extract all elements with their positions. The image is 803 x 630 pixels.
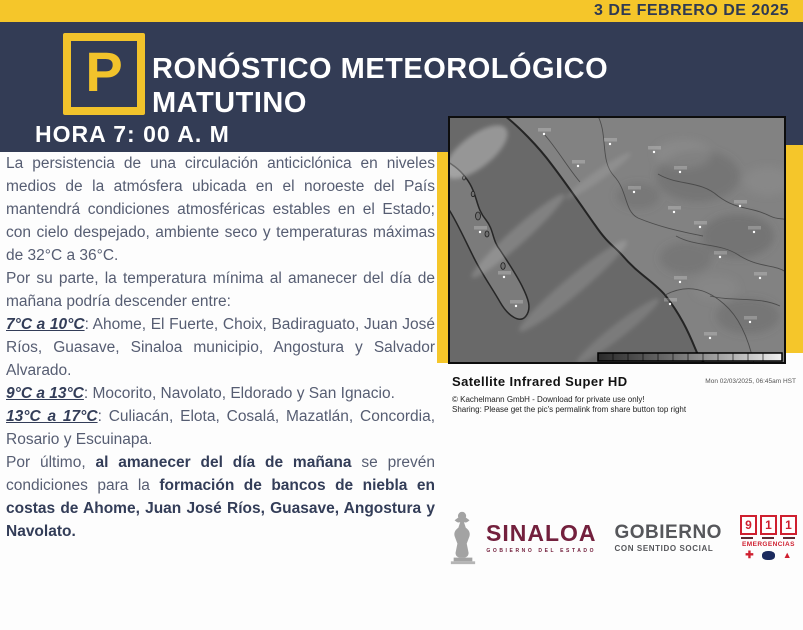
emergencias-icons — [745, 551, 791, 561]
emergencias-underlines — [741, 537, 795, 539]
gobierno-subtitle: CON SENTIDO SOCIAL — [614, 543, 714, 553]
emergencias-digits — [740, 515, 797, 535]
forecast-paragraph: 13°C a 17°C: Culiacán, Elota, Cosalá, Mazatlán, Concordia, Rosario y Escuinapa. — [6, 408, 436, 448]
sinaloa-crest-icon — [449, 509, 477, 567]
date-banner — [0, 0, 803, 22]
p-logo-icon — [63, 33, 145, 115]
emergencias-digit: 1 — [760, 515, 777, 535]
forecast-hour: HORA 7: 00 A. M — [35, 121, 230, 147]
yellow-strip-right — [786, 145, 803, 353]
title-line-2: MATUTINO — [152, 87, 307, 119]
page-title — [152, 52, 608, 120]
emergencias-digit: 9 — [740, 515, 757, 535]
forecast-paragraph: Por su parte, la temperatura mínima al amanecer del día de mañana podría descender entre: — [6, 270, 435, 310]
forecast-text — [6, 152, 435, 543]
copyright-line-1: © Kachelmann GmbH - Download for private use only! — [452, 395, 645, 404]
sinaloa-name: SINALOA — [486, 519, 597, 546]
forecast-paragraph: Por último, al amanecer del día de mañana se prevén condiciones para la formación de bancos de niebla en costas de Ahome, Juan José Ríos, Guasave, Angostura y Navolato. — [6, 454, 435, 540]
red-cross-icon: ✚ — [745, 549, 754, 561]
gobierno-wordmark — [615, 523, 722, 553]
copyright-line-2: Sharing: Please get the pic's permalink from share button top right — [452, 405, 687, 414]
sinaloa-wordmark — [486, 519, 597, 554]
forecast-paragraph: 7°C a 10°C: Ahome, El Fuerte, Choix, Badiraguato, Juan José Ríos, Guasave, Sinaloa municipio, Angostura y Salvador Alvarado. — [6, 316, 435, 379]
emergencias-digit: 1 — [780, 515, 797, 535]
satellite-image — [448, 116, 786, 364]
p-logo-letter: P — [85, 40, 123, 103]
gobierno-name: GOBIERNO — [614, 521, 722, 543]
satellite-map-graphic — [448, 116, 786, 364]
title-line-1: RONÓSTICO METEOROLÓGICO — [152, 53, 609, 85]
forecast-paragraph: 9°C a 13°C: Mocorito, Navolato, Eldorado y San Ignacio. — [6, 385, 395, 402]
flame-icon: ▲ — [782, 550, 792, 560]
satellite-caption-row — [452, 374, 796, 389]
sinaloa-subtitle: GOBIERNO DEL ESTADO — [486, 547, 597, 554]
bulletin-date: 3 DE FEBRERO DE 2025 — [594, 2, 789, 19]
yellow-strip-left — [437, 152, 448, 363]
forecast-paragraph: La persistencia de una circulación anticiclónica en niveles medios de la atmósfera ubicada en el noroeste del País mantendrá condiciones atmosféricas estables en el Estado; con cielo despejado, ambiente seco y temperaturas máximas de 32°C a 36°C. — [6, 155, 435, 264]
satellite-copyright — [452, 395, 686, 415]
footer-logos — [449, 500, 801, 575]
emergencias-911-logo — [740, 515, 797, 561]
satellite-caption: Satellite Infrared Super HD — [452, 374, 628, 389]
police-badge-icon — [762, 551, 775, 560]
emergencias-label: EMERGENCIAS — [742, 540, 795, 548]
satellite-timestamp: Mon 02/03/2025, 06:45am HST — [705, 378, 796, 385]
satellite-scale-bar — [598, 353, 782, 361]
